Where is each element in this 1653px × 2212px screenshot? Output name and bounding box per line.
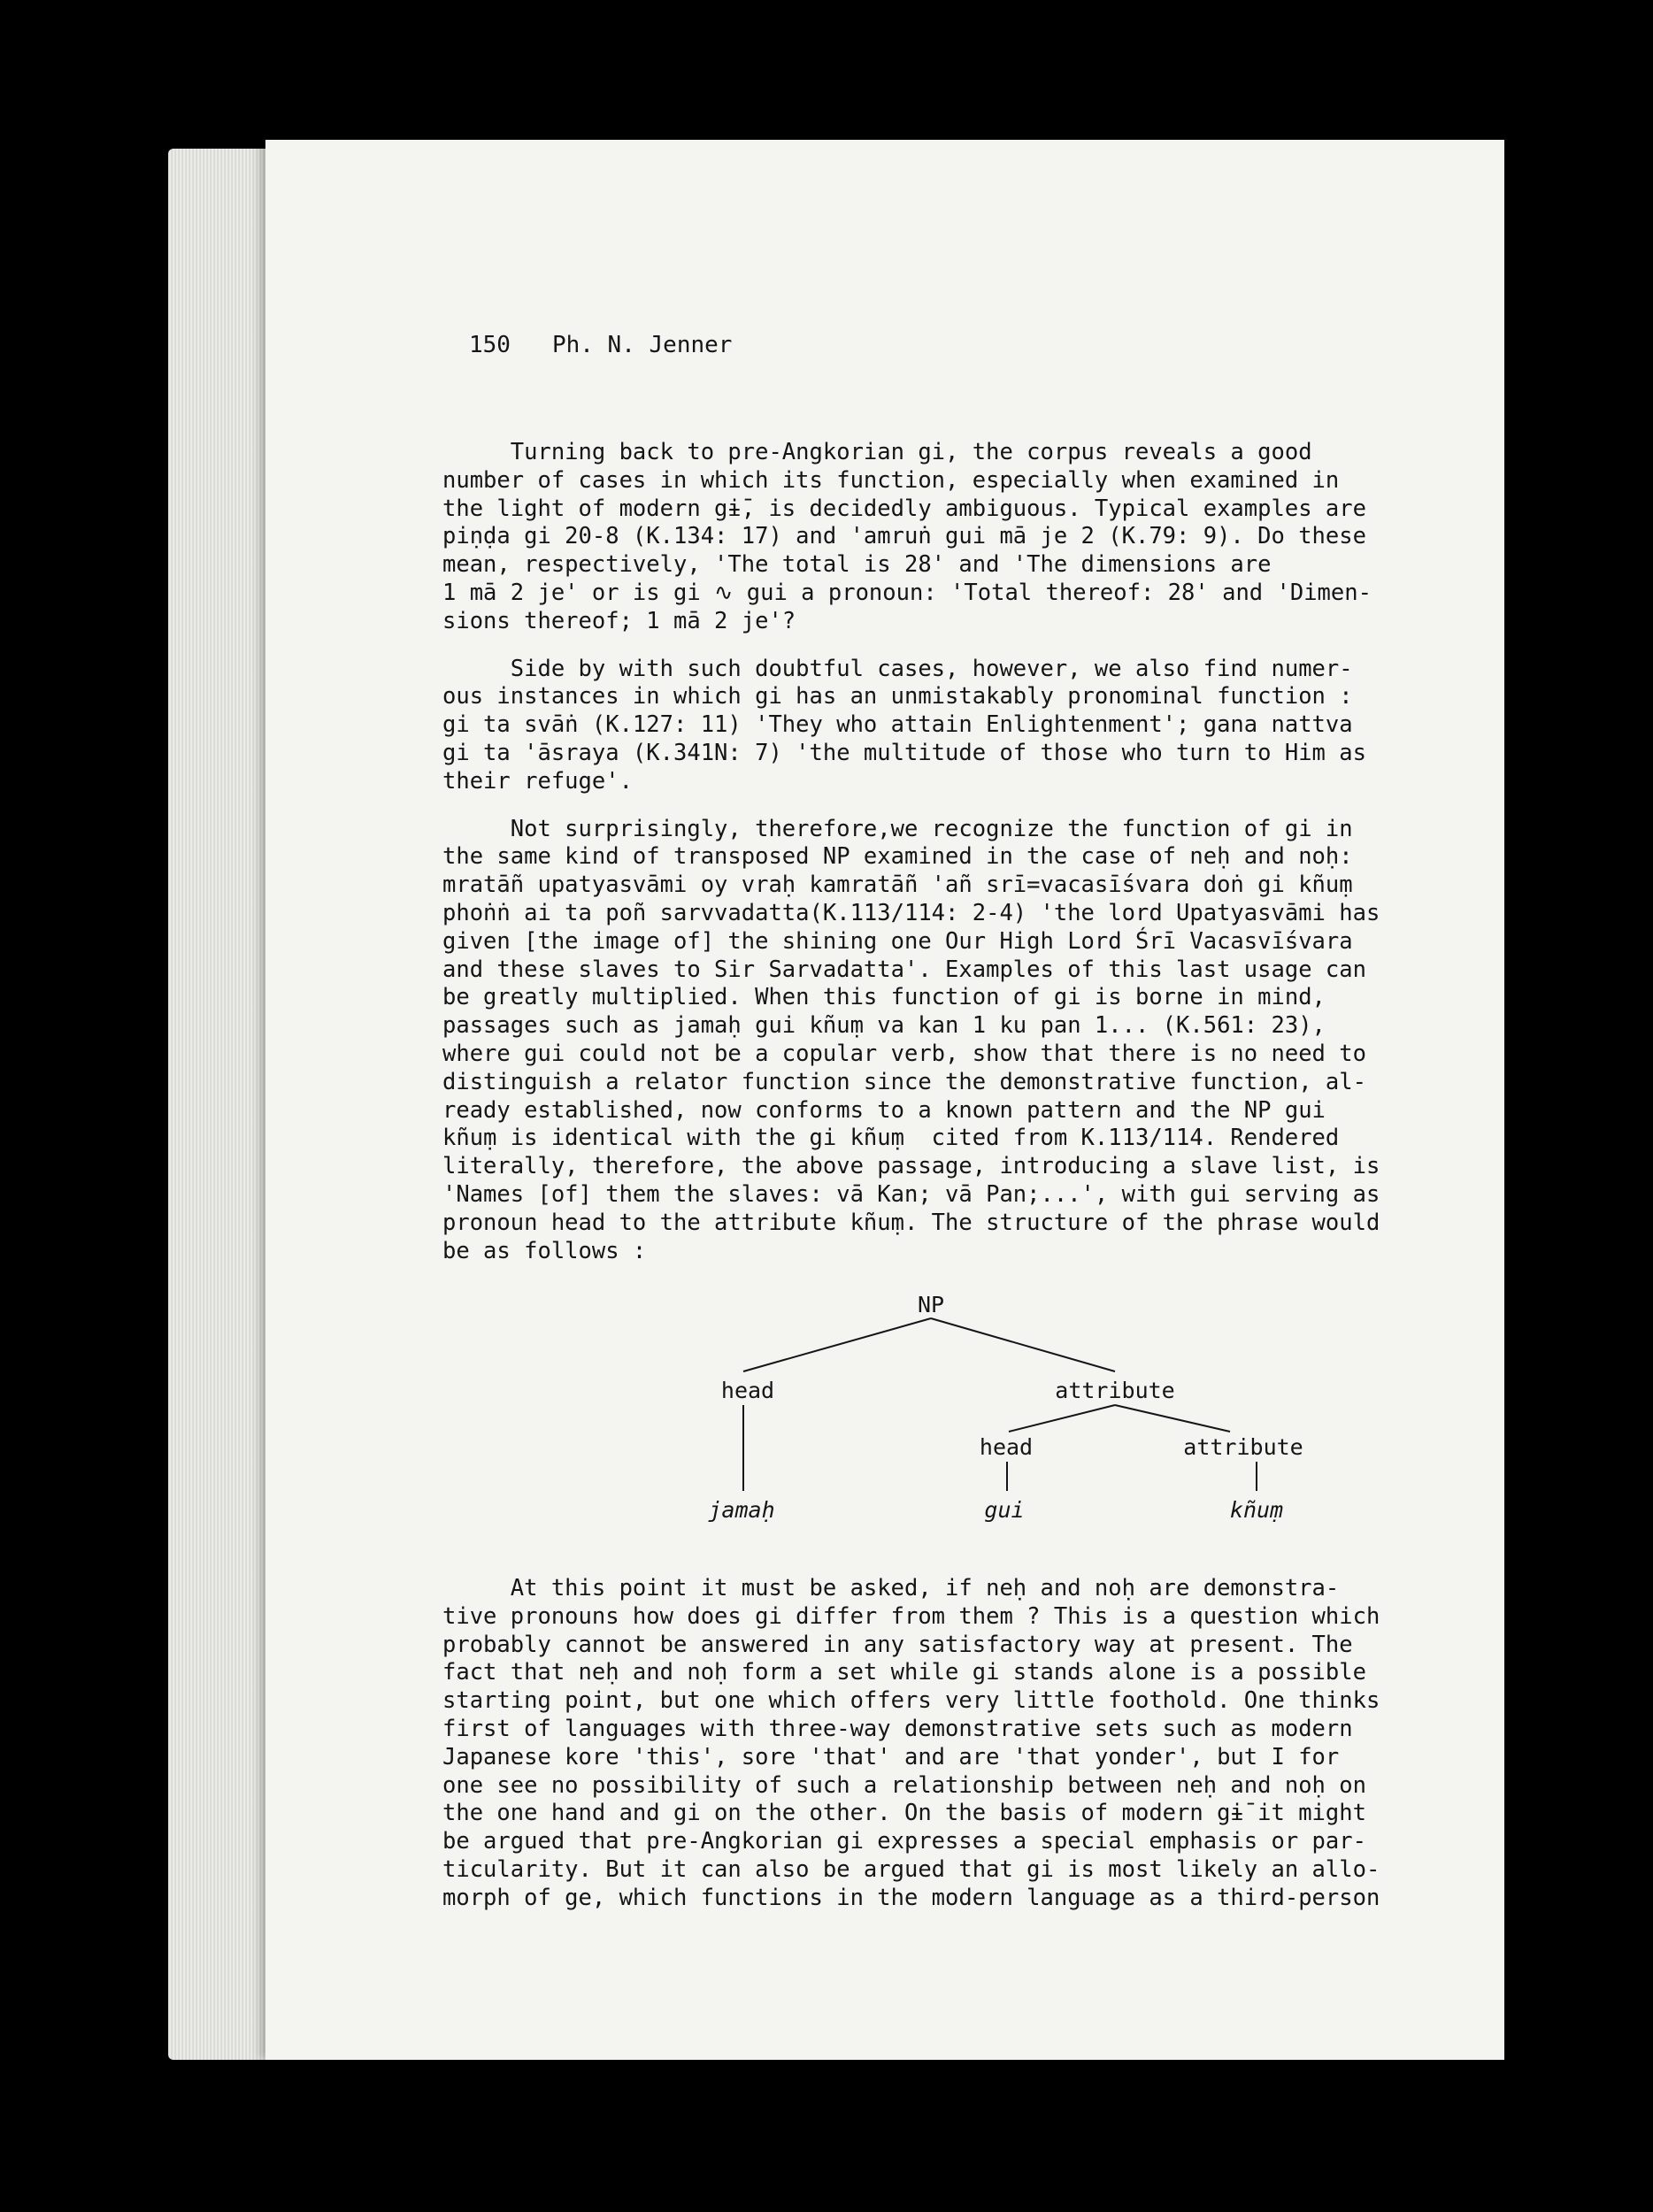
text-line: one see no possibility of such a relationship between neḥ and noḥ on (442, 1771, 1366, 1799)
text-line: gi ta svāṅ (K.127: 11) 'They who attain Enlightenment'; gana nattva (442, 711, 1353, 739)
text-line: ticularity. But it can also be argued that gi is most likely an allo- (442, 1855, 1380, 1883)
text-line: ready established, now conforms to a known pattern and the NP gui (442, 1096, 1326, 1124)
text-line: distinguish a relator function since the demonstrative function, al- (442, 1068, 1366, 1095)
text-line: tive pronouns how does gi differ from them ? This is a question which (442, 1602, 1380, 1630)
text-line: probably cannot be answered in any satisfactory way at present. The (442, 1631, 1353, 1658)
tree-leaf-gui: gui (984, 1497, 1025, 1523)
text-line: starting point, but one which offers very little foothold. One thinks (442, 1687, 1380, 1715)
body-text-top (442, 439, 1442, 1265)
text-line: 'Names [of] them the slaves: vā Kan; vā Pan;...', with gui serving as (442, 1180, 1380, 1208)
tree-node-head: head (720, 1378, 775, 1403)
text-line: the one hand and gi on the other. On the basis of modern gɨ̄ it might (442, 1800, 1366, 1827)
tree-leaf-knum: kñuṃ (1229, 1497, 1284, 1523)
text-line: Side by with such doubtful cases, however, we also find numer- (442, 655, 1353, 682)
text-line: morph of ge, which functions in the modern language as a third-person (442, 1884, 1380, 1911)
text-line: be greatly multiplied. When this function of gi is borne in mind, (442, 984, 1326, 1011)
text-line: pronoun head to the attribute kñuṃ. The structure of the phrase would (442, 1209, 1380, 1236)
text-line: mean, respectively, 'The total is 28' and 'The dimensions are (442, 551, 1272, 579)
text-line: number of cases in which its function, especially when examined in (442, 466, 1340, 494)
running-header (469, 332, 732, 358)
body-text-bottom (442, 1575, 1442, 1913)
paragraph-3 (442, 816, 1442, 1266)
text-line: where gui could not be a copular verb, show that there is no need to (442, 1040, 1366, 1067)
syntax-tree-diagram (690, 1283, 1363, 1540)
text-line: sions thereof; 1 mā 2 je'? (442, 607, 796, 634)
tree-branch (1009, 1405, 1115, 1432)
tree-branch (743, 1318, 931, 1371)
text-line: Japanese kore 'this', sore 'that' and are 'that yonder', but I for (442, 1743, 1340, 1770)
author-name: Ph. N. Jenner (551, 332, 733, 358)
paragraph-2 (442, 656, 1442, 796)
text-line: kñuṃ is identical with the gi kñuṃ cited from K.113/114. Rendered (442, 1125, 1340, 1152)
text-line: At this point it must be asked, if neḥ and noḥ are demonstra- (442, 1575, 1340, 1601)
tree-branch (931, 1318, 1115, 1371)
tree-leaf-jamah: jamaḥ (708, 1497, 775, 1523)
text-line: 1 mā 2 je' or is gi ∿ gui a pronoun: 'Total thereof: 28' and 'Dimen- (442, 579, 1372, 606)
text-line: the same kind of transposed NP examined in the case of neḥ and noḥ: (442, 843, 1353, 871)
text-line: piṇḍa gi 20-8 (K.134: 17) and 'amruṅ gui mā je 2 (K.79: 9). Do these (442, 523, 1366, 550)
tree-branch (1115, 1405, 1230, 1432)
text-line: be argued that pre-Angkorian gi expresses a special emphasis or par- (442, 1828, 1366, 1855)
text-line: be as follows : (442, 1237, 647, 1264)
tree-node-attribute: attribute (1055, 1378, 1175, 1403)
text-line: the light of modern gɨ̄, is decidedly ambiguous. Typical examples are (442, 495, 1366, 522)
text-line: fact that neḥ and noḥ form a set while gi stands alone is a possible (442, 1659, 1366, 1686)
text-line: literally, therefore, the above passage, introducing a slave list, is (442, 1153, 1380, 1180)
paragraph-4 (442, 1575, 1442, 1913)
text-line: ous instances in which gi has an unmistakably pronominal function : (442, 683, 1353, 710)
page-number: 150 (469, 332, 511, 358)
text-line: passages such as jamaḥ gui kñuṃ va kan 1 ku pan 1... (K.561: 23), (442, 1012, 1326, 1040)
text-line: and these slaves to Sir Sarvadatta'. Examples of this last usage can (442, 956, 1366, 983)
tree-node-sub-head: head (979, 1434, 1034, 1460)
tree-node-sub-attribute: attribute (1183, 1434, 1303, 1460)
tree-node-np: NP (917, 1292, 945, 1317)
text-line: first of languages with three-way demonstrative sets such as modern (442, 1715, 1353, 1742)
text-line: their refuge'. (442, 767, 633, 795)
text-line: given [the image of] the shining one Our High Lord Śrī Vacasvīśvara (442, 927, 1353, 955)
text-line: gi ta 'āsraya (K.341N: 7) 'the multitude of those who turn to Him as (442, 739, 1366, 766)
paragraph-1 (442, 439, 1442, 636)
text-line: phoṅṅ ai ta poñ sarvvadatta(K.113/114: 2-4) 'the lord Upatyasvāmi has (442, 899, 1380, 926)
text-line: Turning back to pre-Angkorian gi, the corpus reveals a good (442, 439, 1312, 465)
text-line: mratāñ upatyasvāmi oy vraḥ kamratāñ 'añ srī=vacasīśvara doṅ gi kñuṃ (442, 872, 1353, 899)
text-line: Not surprisingly, therefore,we recognize the function of gi in (442, 815, 1353, 842)
